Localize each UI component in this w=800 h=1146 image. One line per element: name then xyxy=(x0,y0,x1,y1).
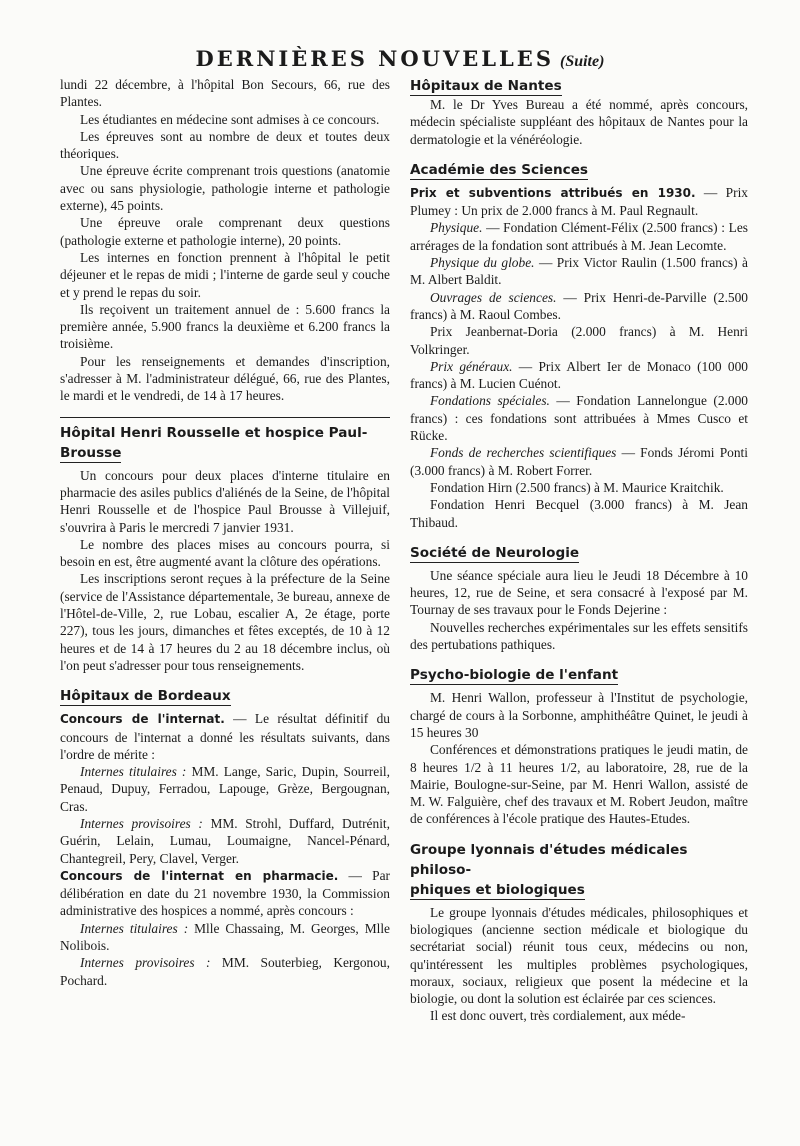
psycho-para: Conférences et démonstrations pratiques le jeudi matin, de 8 heures 1/2 à 11 heures 1/2, au laboratoire, 28, rue de la Mairie, Boulogne-sur-Seine, par M. Henri Wallon, assisté de M. W. Falguière, chef des travaux et M. Robert Jeudon, maître de conférences à l'école pratique des Hautes-Etudes. xyxy=(410,742,748,827)
section-neurologie xyxy=(410,543,748,653)
right-column xyxy=(410,76,748,1025)
para-text: — Prix Henri-de-Parville (2.500 francs) à M. Raoul Combes. xyxy=(410,289,749,322)
section-title xyxy=(60,686,390,706)
para-text: — Prix Albert Ier de Monaco (100 000 francs) à M. Lucien Cuénot. xyxy=(410,358,748,392)
para-text: MM. Strohl, Duffard, Dutrénit, Guérin, Lelain, Lumau, Loumaigne, Nancel-Pénard, Chantegreil, Pery, Clavel, Verger. xyxy=(60,815,390,866)
section-title-text: Académie des Sciences xyxy=(410,161,589,178)
section-title-line2: phiques et biologiques xyxy=(410,881,585,898)
para-lead: Internes provisoires : xyxy=(80,815,203,831)
para-text: — Fondation Clément-Félix (2.500 francs) : Les arrérages de la fondation sont attribués à M. Jean Lecomte. xyxy=(410,220,748,253)
para-lead: Internes titulaires : xyxy=(80,764,187,780)
para-lead: Physique du globe. xyxy=(430,255,535,271)
intro-para: Une épreuve orale comprenant deux questions (pathologie externe et pathologie interne), 20 points. xyxy=(60,215,390,248)
section-title-line1: Groupe lyonnais d'études médicales philoso- xyxy=(410,841,688,878)
rousselle-para: Un concours pour deux places d'interne titulaire en pharmacie des asiles publics d'aliénés de la Seine, de l'hôpital Henri Rousselle et de l'hospice Paul Brousse à Villejuif, s'ouvrira à Paris le mercredi 7 janvier 1931. xyxy=(60,467,390,535)
academie-para xyxy=(410,444,748,479)
para-text: — Fonds Jéromi Ponti (3.000 francs) à M. Robert Forrer. xyxy=(410,445,748,478)
academie-para xyxy=(410,289,748,324)
section-title-text: Société de Neurologie xyxy=(410,544,580,561)
para-text: — Par délibération en date du 21 novembre 1930, la Commission administrative des hospices a nommé, après concours : xyxy=(60,867,390,919)
section-bordeaux xyxy=(60,686,390,989)
para-lead: Fonds de recherches scientifiques xyxy=(430,445,617,461)
section-title xyxy=(410,543,748,563)
section-academie xyxy=(410,160,748,531)
intro-para: Les internes en fonction prennent à l'hôpital le petit déjeuner et le repas de midi ; l'interne de garde seul y couche et y prend le repas du soir. xyxy=(60,249,390,300)
intro-para: Les épreuves sont au nombre de deux et toutes deux théoriques. xyxy=(60,128,390,162)
para-text: MM. Lange, Saric, Dupin, Sourreil, Penaud, Dupuy, Ferradou, Lapouge, Grèze, Bergougnan, Cras. xyxy=(60,764,390,814)
para-lead: Fondations spéciales. xyxy=(430,393,550,409)
para-text: MM. Souterbieg, Kergonou, Pochard. xyxy=(60,955,390,988)
section-title xyxy=(410,76,748,96)
academie-para: Prix Jeanbernat-Doria (2.000 francs) à M. Henri Volkringer. xyxy=(410,324,748,357)
masthead-title: DERNIÈRES NOUVELLES xyxy=(195,46,554,71)
academie-para xyxy=(410,392,748,444)
intro-para: Une épreuve écrite comprenant trois questions (anatomie avec ou sans physiologie, pathologie interne et pathologie externe), 45 points. xyxy=(60,163,390,214)
para-text: — Le résultat définitif du concours de l'internat a donné les résultats suivants, dans l'ordre de mérite : xyxy=(60,711,390,762)
section-title xyxy=(410,840,748,900)
para-lead: Physique. xyxy=(430,220,483,236)
section-title-line2: Brousse xyxy=(60,444,122,461)
intro-para: Pour les renseignements et demandes d'inscription, s'adresser à M. l'administrateur délégué, 66, rue des Plantes, le mardi et le vendredi, de 14 à 17 heures. xyxy=(60,353,390,404)
section-divider xyxy=(60,417,390,418)
section-title-line1: Hôpital Henri Rousselle et hospice Paul- xyxy=(60,424,368,441)
rousselle-para: Le nombre des places mises au concours pourra, si besoin en est, être augmenté avant la clôture des opérations. xyxy=(60,536,390,570)
intro-para: lundi 22 décembre, à l'hôpital Bon Secours, 66, rue des Plantes. xyxy=(60,77,390,110)
academie-para xyxy=(410,358,748,393)
bordeaux-para xyxy=(60,920,390,955)
bordeaux-para xyxy=(60,954,390,989)
section-rousselle xyxy=(60,417,390,675)
left-column xyxy=(60,76,390,989)
para-lead: Prix généraux. xyxy=(430,358,513,374)
section-nantes xyxy=(410,76,748,148)
psycho-para: M. Henri Wallon, professeur à l'Institut de psychologie, chargé de cours à la Sorbonne, amphithéâtre Quinet, le jeudi à 15 heures 30 xyxy=(410,690,748,740)
para-text: — Fondation Lannelongue (2.000 francs) : ces fondations sont attribuées à Mmes Cusco et Rücke. xyxy=(410,393,748,444)
academie-para xyxy=(410,184,748,220)
bordeaux-para xyxy=(60,710,390,763)
rousselle-para: Les inscriptions seront reçues à la préfecture de la Seine (service de l'Assistance départementale, 3e bureau, annexe de l'Hôtel-de-Ville, 2, rue Lobau, escalier A, 2e étage, porte 227), tous les jours, dimanches et fêtes exceptés, de 10 à 12 heures et de 14 à 17 heures du 2 au 18 décembre inclus, où l'on peut s'adresser pour tous renseignements. xyxy=(60,571,390,673)
academie-para xyxy=(410,254,748,289)
masthead-suite: (Suite) xyxy=(559,53,605,70)
academie-para: Fondation Hirn (2.500 francs) à M. Maurice Kraitchik. xyxy=(430,479,724,495)
para-lead: Prix et subventions attribués en 1930. xyxy=(410,185,696,200)
neuro-para: Une séance spéciale aura lieu le Jeudi 18 Décembre à 10 heures, 12, rue de Seine, et sera consacré à l'exposé par M. Tournay de ses travaux pour le Fonds Dejerine : xyxy=(410,567,748,618)
para-text: Mlle Chassaing, M. Georges, Mlle Nolibois. xyxy=(60,920,390,954)
bordeaux-para xyxy=(60,763,390,815)
section-title-text: Psycho-biologie de l'enfant xyxy=(410,667,619,684)
neuro-para: Nouvelles recherches expérimentales sur les effets sensitifs des pertubations pathiques. xyxy=(410,619,748,653)
section-psycho xyxy=(410,665,748,827)
para-lead: Ouvrages de sciences. xyxy=(430,289,557,305)
para-lead: Internes provisoires : xyxy=(80,955,211,971)
academie-para: Fondation Henri Becquel (3.000 francs) à M. Jean Thibaud. xyxy=(410,497,748,530)
para-lead: Concours de l'internat. xyxy=(60,712,225,727)
academie-para xyxy=(410,219,748,254)
section-title-text: Hôpitaux de Bordeaux xyxy=(60,688,231,705)
section-title xyxy=(60,423,390,463)
para-lead: Concours de l'internat en pharmacie. xyxy=(60,868,339,883)
intro-para: Les étudiantes en médecine sont admises à ce concours. xyxy=(80,111,380,127)
para-text: — Prix Victor Raulin (1.500 francs) à M. Albert Baldit. xyxy=(410,255,748,288)
masthead xyxy=(0,46,800,71)
section-lyon xyxy=(410,840,748,1025)
lyon-para: Il est donc ouvert, très cordialement, aux méde- xyxy=(430,1008,686,1024)
section-title xyxy=(410,665,748,685)
nantes-para: M. le Dr Yves Bureau a été nommé, après concours, médecin spécialiste suppléant des hôpitaux de Nantes pour la dermatologie et la vénéréologie. xyxy=(410,97,748,147)
bordeaux-para xyxy=(60,867,390,920)
para-lead: Internes titulaires : xyxy=(80,920,189,936)
lyon-para: Le groupe lyonnais d'études médicales, philosophiques et biologiques (ancienne section médicale et biologique du secrétariat social) réunit tous ceux, médecins ou non, qu'intéressent les multiples problèmes psychologiques, moraux, sociaux, religieux que posent la médecine et la biologie, ou dont la solution est éclairée par ces sciences. xyxy=(410,904,748,1007)
section-title-text: Hôpitaux de Nantes xyxy=(410,78,562,94)
para-text: — Prix Plumey : Un prix de 2.000 francs à M. Paul Regnault. xyxy=(410,184,748,219)
bordeaux-para xyxy=(60,815,390,867)
intro-para: Ils reçoivent un traitement annuel de : 5.600 francs la première année, 5.900 francs la deuxième et 6.200 francs la troisième. xyxy=(60,301,390,352)
section-title xyxy=(410,160,748,180)
